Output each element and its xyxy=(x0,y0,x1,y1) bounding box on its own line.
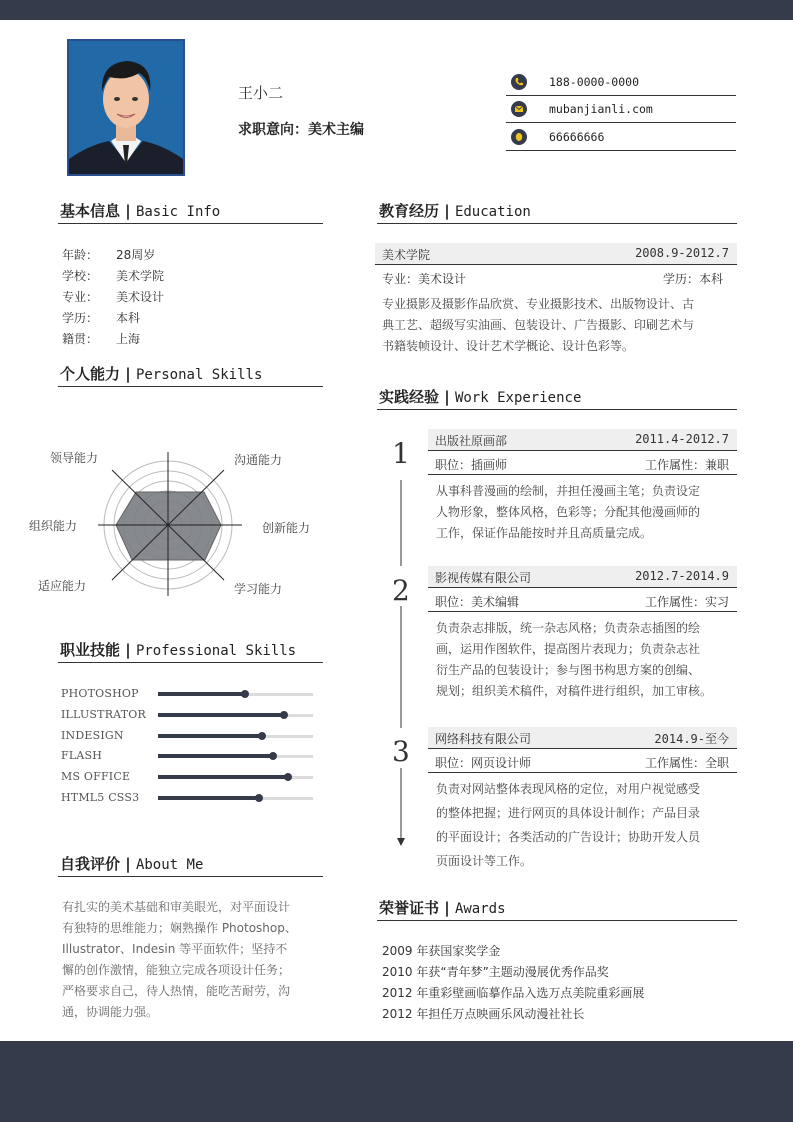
timeline-number-2: 2 xyxy=(392,574,410,607)
education-date: 2008.9-2012.7 xyxy=(635,246,729,260)
section-title: 个人能力 | Personal Skills xyxy=(60,365,263,383)
contact-phone xyxy=(506,69,736,96)
skills-radar-chart xyxy=(20,440,330,610)
section-title: 实践经验 | Work Experience xyxy=(379,388,582,406)
job-position: 职位：网页设计师 xyxy=(435,756,532,770)
radar-label-adaptability: 适应能力 xyxy=(38,579,87,593)
skill-bar-track xyxy=(158,755,313,758)
job-type: 工作属性：全职 xyxy=(644,756,729,770)
timeline-number-3: 3 xyxy=(392,735,410,768)
skill-bar-fill xyxy=(158,754,273,758)
education-major: 专业：美术设计 xyxy=(382,272,467,286)
job-type: 工作属性：实习 xyxy=(644,595,729,609)
skill-label: MS OFFICE xyxy=(61,770,131,784)
skill-bar-knob xyxy=(241,690,249,698)
phone-icon xyxy=(511,74,527,90)
skill-bar-track xyxy=(158,693,313,696)
education-header xyxy=(375,243,737,265)
skill-bar-track xyxy=(158,776,313,779)
skill-bar-fill xyxy=(158,775,288,779)
job-subheader-2 xyxy=(428,589,737,612)
award-item: 2012 年担任万点映画乐风动漫社社长 xyxy=(382,1007,585,1021)
section-professional-skills xyxy=(58,636,323,663)
section-title: 职业技能 | Professional Skills xyxy=(60,641,297,659)
bottom-bar xyxy=(0,1041,793,1122)
section-title: 自我评价 | About Me xyxy=(60,855,204,873)
radar-label-organization: 组织能力 xyxy=(29,519,78,533)
contact-qq xyxy=(506,124,736,151)
job-position: 职位：插画师 xyxy=(435,458,508,472)
award-item: 2010 年获“青年梦”主题动漫展优秀作品奖 xyxy=(382,965,609,979)
section-title: 荣誉证书 | Awards xyxy=(379,899,506,917)
skill-bar-knob xyxy=(269,752,277,760)
section-education xyxy=(377,197,737,224)
school-name: 美术学院 xyxy=(382,248,431,262)
skill-bar-knob xyxy=(255,794,263,802)
job-position: 职位：美术编辑 xyxy=(435,595,520,609)
section-personal-skills xyxy=(58,360,323,387)
job-subheader-1 xyxy=(428,452,737,475)
radar-label-communication: 沟通能力 xyxy=(234,453,283,467)
job-header-3 xyxy=(428,727,737,749)
section-about-me xyxy=(58,850,323,877)
job-company: 网络科技有限公司 xyxy=(435,732,532,746)
candidate-name: 王小二 xyxy=(238,84,284,102)
section-title: 基本信息 | Basic Info xyxy=(60,202,221,220)
skill-bar-knob xyxy=(280,711,288,719)
timeline-number-1: 1 xyxy=(392,437,410,470)
skill-label: ILLUSTRATOR xyxy=(61,707,146,721)
job-company: 影视传媒有限公司 xyxy=(435,571,532,585)
skill-bar-knob xyxy=(258,732,266,740)
mail-icon xyxy=(511,101,527,117)
contact-website xyxy=(506,96,736,123)
basic-row-school: 学校： 美术学院 xyxy=(62,269,165,283)
skill-bar-knob xyxy=(284,773,292,781)
skill-bar-track xyxy=(158,714,313,717)
basic-row-degree: 学历： 本科 xyxy=(62,311,141,325)
skill-label: HTML5 CSS3 xyxy=(61,791,140,804)
job-date: 2014.9-至今 xyxy=(654,732,729,746)
award-item: 2009 年获国家奖学金 xyxy=(382,944,501,958)
skill-label: PHOTOSHOP xyxy=(61,687,139,700)
website-text: mubanjianli.com xyxy=(549,102,653,116)
education-degree: 学历：本科 xyxy=(663,272,724,286)
radar-label-innovation: 创新能力 xyxy=(262,521,311,535)
basic-row-hometown: 籍贯： 上海 xyxy=(62,332,141,346)
section-awards xyxy=(377,894,737,921)
about-text: 有扎实的美术基础和审美眼光，对平面设计 有独特的思维能力；娴熟操作 Photoshop、 Illustrator、Indesin 等平面软件；坚持不 懈的创作激情，能独立完成各项设计任务； 严格要求自己，待人热情，能吃苦耐劳，沟 通，协调能力强。 xyxy=(62,900,297,1019)
job-header-2 xyxy=(428,566,737,588)
skill-bar-fill xyxy=(158,692,245,696)
timeline-line xyxy=(394,470,408,850)
skill-bar-fill xyxy=(158,734,262,738)
job-date: 2012.7-2014.9 xyxy=(635,569,729,583)
radar-label-leadership: 领导能力 xyxy=(50,451,99,465)
job-intent xyxy=(238,119,364,139)
basic-row-age: 年龄： 28周岁 xyxy=(62,248,156,262)
qq-icon xyxy=(511,129,527,145)
job-company: 出版社原画部 xyxy=(435,434,508,448)
skill-bar-fill xyxy=(158,713,284,717)
job-subheader-3 xyxy=(428,750,737,773)
skill-label: FLASH xyxy=(61,749,103,763)
skill-bar-track xyxy=(158,797,313,800)
top-bar xyxy=(0,0,793,20)
basic-row-major: 专业： 美术设计 xyxy=(62,290,165,304)
skill-label: INDESIGN xyxy=(61,728,124,742)
radar-label-learning: 学习能力 xyxy=(234,582,283,596)
job-intent-value: 美术主编 xyxy=(308,122,364,138)
skill-bar-fill xyxy=(158,796,259,800)
section-work-experience xyxy=(377,383,737,410)
qq-number: 66666666 xyxy=(549,130,605,144)
job-date: 2011.4-2012.7 xyxy=(635,432,729,446)
skill-bar-track xyxy=(158,735,313,738)
job-description-1: 从事科普漫画的绘制，并担任漫画主笔；负责设定 人物形象，整体风格，色彩等；分配其他漫画师的 工作，保证作品能按时并且高质量完成。 xyxy=(436,484,701,540)
section-title: 教育经历 | Education xyxy=(379,202,531,220)
award-item: 2012 年重彩壁画临摹作品入选万点美院重彩画展 xyxy=(382,986,645,1000)
job-description-2: 负责杂志排版，统一杂志风格；负责杂志插图的绘 画，运用作图软件，提高图片表现力；负责杂志社 衍生产品的包装设计；参与图书构思方案的创编、 规划；组织美术稿件，对稿件进行组织，加工审核。 xyxy=(436,621,713,698)
job-type: 工作属性：兼职 xyxy=(644,458,729,472)
section-basic-info xyxy=(58,197,323,224)
job-intent-label: 求职意向： xyxy=(238,122,308,138)
phone-number: 188-0000-0000 xyxy=(549,75,640,89)
education-courses: 专业摄影及摄影作品欣赏、专业摄影技术、出版物设计、古 典工艺、超级写实油画、包装设计、广告摄影、印刷艺术与 书籍装帧设计、设计艺术学概论、设计色彩等。 xyxy=(382,297,695,353)
profile-photo xyxy=(67,39,185,176)
job-description-3: 负责对网站整体表现风格的定位，对用户视觉感受 的整体把握；进行网页的具体设计制作；产品目录 的平面设计；各类活动的广告设计；协助开发人员 页面设计等工作。 xyxy=(436,782,701,868)
job-header-1 xyxy=(428,429,737,451)
